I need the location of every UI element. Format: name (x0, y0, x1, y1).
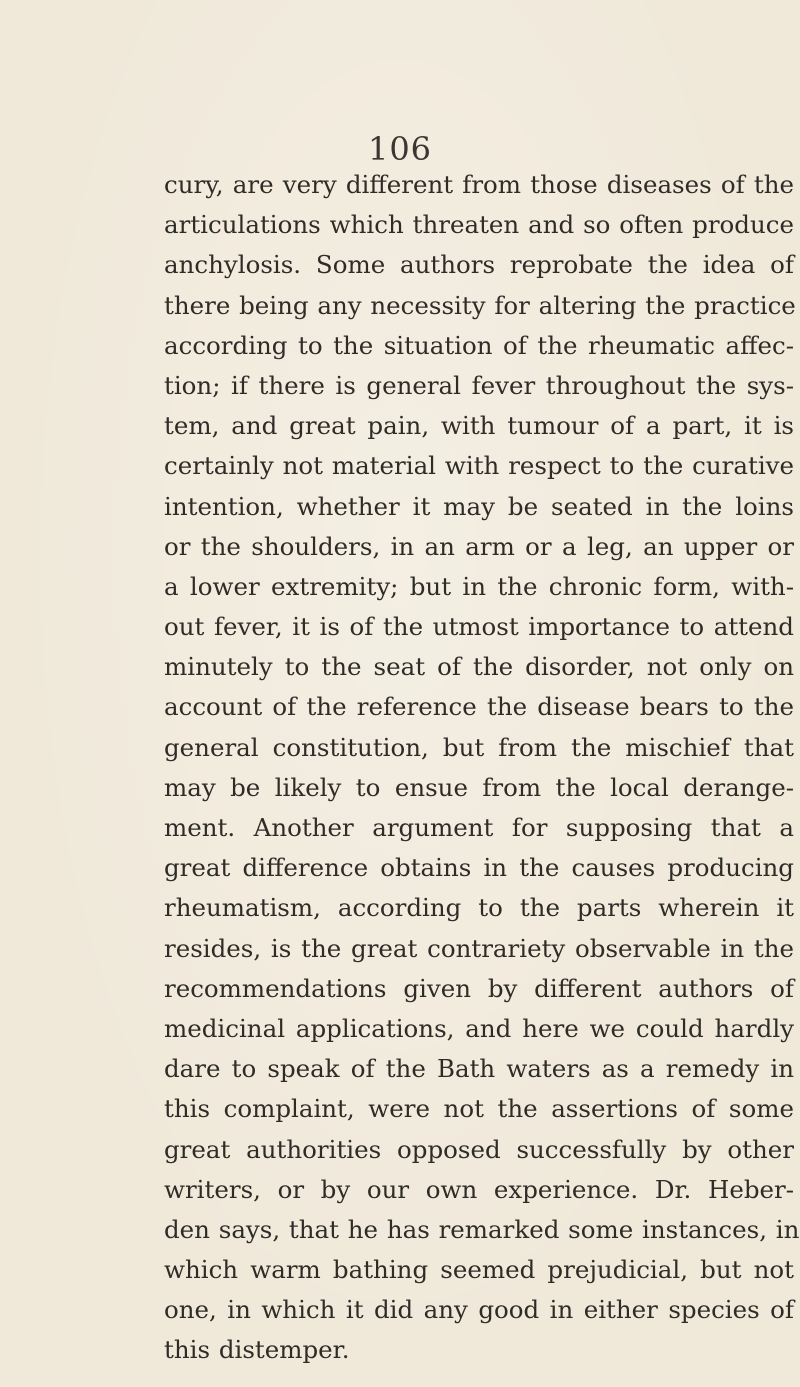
text-line-13: minutely to the seat of the disorder, not only on (164, 652, 794, 682)
text-line-24: this complaint, were not the assertions of some (164, 1094, 794, 1124)
text-line-9: intention, whether it may be seated in the loins (164, 491, 794, 521)
text-line-10: or the shoulders, in an arm or a leg, an upper or (164, 531, 794, 561)
text-line-26: writers, or by our own experience. Dr. Heber- (164, 1174, 794, 1204)
text-line-6: tion; if there is general fever throughout the sys- (164, 370, 794, 400)
text-line-8: certainly not material with respect to the curative (164, 451, 794, 481)
text-line-7: tem, and great pain, with tumour of a part, it is (164, 411, 794, 441)
text-line-21: recommendations given by different authors of (164, 973, 794, 1003)
text-line-16: may be likely to ensue from the local derange- (164, 772, 794, 802)
text-line-29: one, in which it did any good in either species of (164, 1295, 794, 1325)
text-line-3: anchylosis. Some authors reprobate the idea of (164, 250, 794, 280)
text-line-4: there being any necessity for altering the practice (164, 290, 796, 320)
text-line-30: this distemper. (164, 1335, 350, 1365)
text-line-25: great authorities opposed successfully by other (164, 1134, 794, 1164)
text-line-1: cury, are very different from those diseases of the (164, 170, 794, 199)
text-line-22: medicinal applications, and here we could hardly (164, 1013, 794, 1043)
text-line-20: resides, is the great contrariety observable in the (164, 933, 794, 963)
text-line-23: dare to speak of the Bath waters as a remedy in (164, 1054, 794, 1084)
text-line-11: a lower extremity; but in the chronic form, with- (164, 571, 794, 601)
text-line-17: ment. Another argument for supposing that a (164, 813, 794, 842)
body-text (164, 165, 800, 1371)
text-line-2: articulations which threaten and so often produce (164, 210, 794, 240)
text-line-19: rheumatism, according to the parts wherein it (164, 893, 794, 923)
text-line-5: according to the situation of the rheumatic affec- (164, 330, 794, 360)
text-line-15: general constitution, but from the mischief that (164, 732, 794, 762)
text-line-27: den says, that he has remarked some instances, in (164, 1214, 800, 1244)
text-line-28: which warm bathing seemed prejudicial, but not (164, 1255, 794, 1285)
text-line-12: out fever, it is of the utmost importance to attend (164, 612, 794, 642)
text-line-14: account of the reference the disease bears to the (164, 692, 794, 722)
text-line-18: great difference obtains in the causes producing (164, 853, 794, 883)
page-number: 106 (367, 130, 433, 168)
